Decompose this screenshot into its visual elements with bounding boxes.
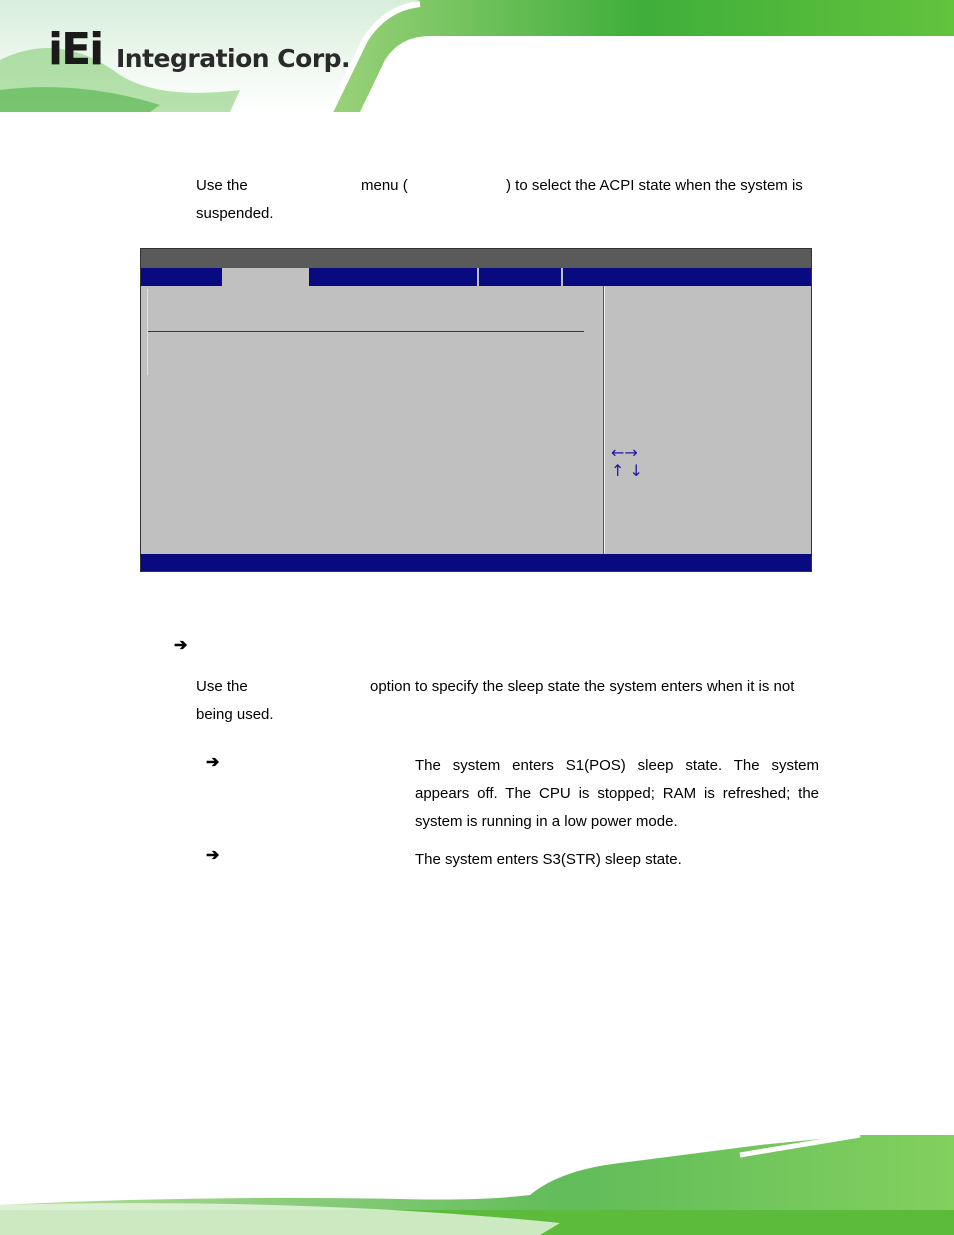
intro-line2: suspended.: [196, 205, 274, 222]
intro-use-the: Use the: [196, 177, 248, 194]
logo-mark: iEi: [48, 24, 103, 75]
bios-left-border: [147, 289, 148, 375]
bios-section-underline: [148, 331, 584, 332]
bios-screen: [140, 248, 812, 572]
item-arrow-icon: ➔: [206, 847, 220, 864]
footer-banner: [0, 1135, 954, 1235]
item-description-line: The system enters S1(POS) sleep state. The system: [415, 757, 819, 774]
item-description-line: system is running in a low power mode.: [415, 813, 678, 830]
item-description-line: The system enters S3(STR) sleep state.: [415, 851, 682, 868]
option-arrow-icon: ➔: [174, 637, 188, 654]
option-use-the: Use the: [196, 678, 248, 695]
bios-title-bar: [141, 249, 811, 268]
bios-menu-separator: [222, 268, 224, 286]
up-down-arrows-icon: ↑ ↓: [611, 461, 643, 480]
option-rest: option to specify the sleep state the system enters when it is not: [370, 678, 795, 695]
item-arrow-icon: ➔: [206, 754, 220, 771]
bios-menu-separator: [477, 268, 479, 286]
intro-rest: ) to select the ACPI state when the system is: [506, 177, 803, 194]
intro-menu: menu (: [361, 177, 408, 194]
left-right-arrows-icon: ←→: [611, 443, 638, 462]
bios-active-tab[interactable]: [224, 268, 307, 286]
item-description: [415, 752, 819, 836]
bios-menu-separator: [307, 268, 309, 286]
bios-menu-separator: [561, 268, 563, 286]
item-description-line: appears off. The CPU is stopped; RAM is refreshed; the: [415, 785, 819, 802]
bios-panel-divider-highlight: [604, 286, 605, 554]
logo-text: Integration Corp.: [116, 44, 351, 73]
option-line2: being used.: [196, 706, 274, 723]
bios-status-bar: [141, 554, 811, 571]
